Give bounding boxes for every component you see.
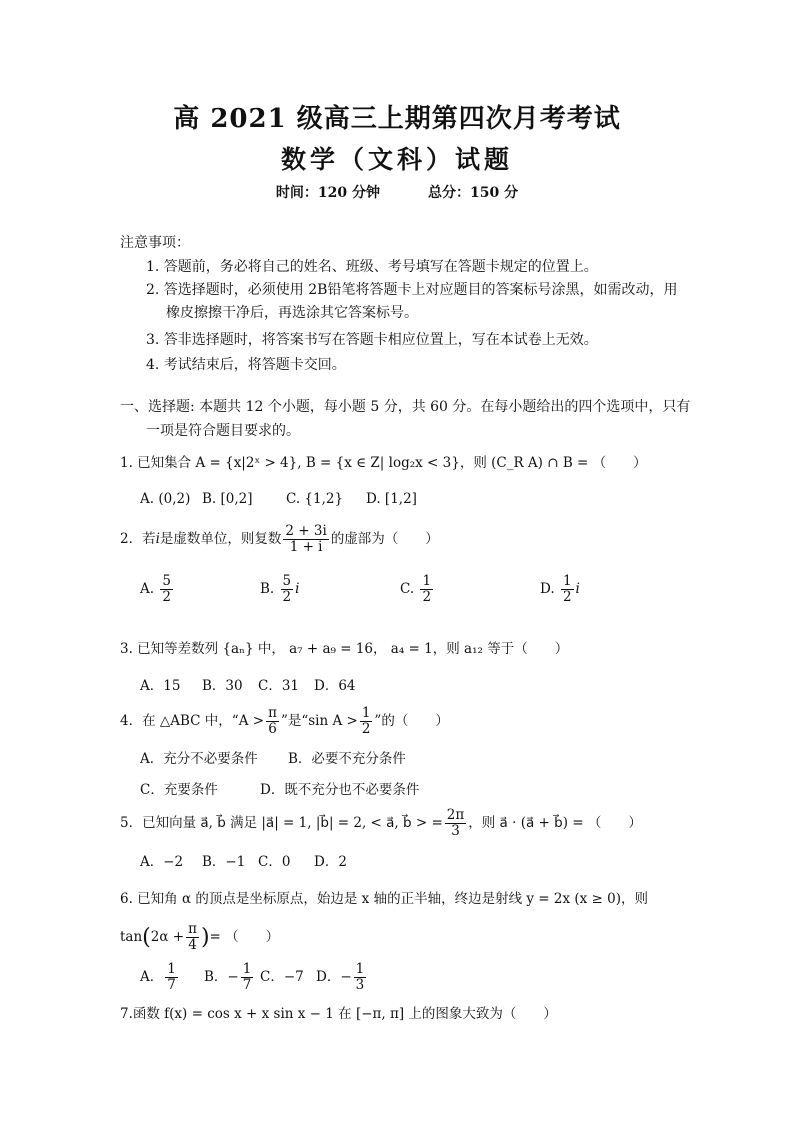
q4-option-b: B．必要不充分条件 bbox=[288, 751, 406, 767]
question-5-options bbox=[140, 850, 347, 870]
notice-heading: 注意事项： bbox=[120, 235, 190, 251]
q6-a-label: A． bbox=[140, 968, 164, 985]
q6-d-frac bbox=[354, 962, 367, 993]
q6-tan: tan bbox=[120, 928, 143, 945]
q6-b-frac bbox=[241, 962, 254, 993]
q6-a-frac bbox=[165, 962, 178, 993]
q4-frac1-num: π bbox=[268, 705, 277, 721]
q2-option-c bbox=[400, 574, 540, 605]
q4-text-c: ”的（ ） bbox=[374, 712, 449, 729]
q3-option-a: A．15 bbox=[140, 678, 181, 694]
q2-c-den: 2 bbox=[422, 588, 432, 605]
notice-item-2: 2. 答选择题时，必须使用 2B铅笔将答题卡上对应题目的答案标号涂黑，如需改动，用 bbox=[146, 282, 678, 298]
section-heading-cont: 一项是符合题目要求的。 bbox=[146, 423, 300, 439]
q2-a-num: 5 bbox=[162, 573, 171, 589]
q2-option-d bbox=[540, 574, 580, 605]
q6-a-num: 1 bbox=[167, 961, 176, 977]
q2-b-num: 5 bbox=[282, 573, 292, 589]
q2-text-c: 的虚部为（ ） bbox=[330, 530, 439, 547]
question-6-stem: 6. 已知角 α 的顶点是坐标原点，始边是 x 轴的正半轴，终边是射线 y = 2x (x ≥ 0)，则 bbox=[120, 891, 649, 907]
exam-meta bbox=[0, 182, 794, 202]
q6-a-den: 7 bbox=[167, 976, 176, 993]
q6-option-c: C．−7 bbox=[260, 968, 304, 985]
q5-frac-num: 2π bbox=[446, 807, 465, 823]
q2-fraction bbox=[283, 524, 328, 555]
q6-d-den: 3 bbox=[355, 976, 365, 993]
q2-d-den: 2 bbox=[562, 588, 572, 605]
question-6-expression bbox=[120, 922, 279, 953]
q2-d-label: D. bbox=[540, 580, 555, 597]
q4-frac2-den: 2 bbox=[361, 720, 371, 737]
q6-b-label: B． bbox=[204, 968, 228, 985]
q6-d-num: 1 bbox=[355, 961, 365, 977]
q3-option-d: D．64 bbox=[314, 678, 356, 694]
question-2-options bbox=[140, 574, 580, 605]
q1-option-a: A. (0,2) bbox=[140, 491, 191, 507]
q2-c-label: C. bbox=[400, 580, 415, 597]
q6-option-d bbox=[316, 962, 368, 993]
q4-text-a: 4．在 △ABC 中，“A > bbox=[120, 712, 265, 729]
question-5-stem bbox=[120, 808, 642, 839]
notice-item-4: 4. 考试结束后，将答题卡交回。 bbox=[146, 357, 346, 373]
q6-equals: = （ ） bbox=[209, 928, 280, 945]
exam-time: 时间：120 分钟 bbox=[275, 185, 380, 201]
q6-option-b bbox=[204, 962, 260, 993]
section-heading: 一、选择题: 本题共 12 个小题，每小题 5 分，共 60 分。在每小题给出的四个选项中，只有 bbox=[120, 399, 691, 415]
question-1-options bbox=[140, 491, 417, 507]
q3-option-b: B．30 bbox=[202, 678, 243, 694]
q6-paren-close: ) bbox=[200, 924, 210, 950]
notice-item-1: 1. 答题前，务必将自己的姓名、班级、考号填写在答题卡规定的位置上。 bbox=[146, 259, 598, 275]
question-3-options bbox=[140, 674, 356, 694]
q2-b-den: 2 bbox=[282, 588, 292, 605]
notice-item-2-cont: 橡皮擦擦干净后，再选涂其它答案标号。 bbox=[166, 305, 418, 321]
q4-frac-2 bbox=[360, 706, 373, 737]
q6-option-a bbox=[140, 962, 204, 993]
q1-option-c: C. {1,2} bbox=[286, 491, 344, 507]
q2-symbol-i: i bbox=[155, 530, 160, 547]
q2-d-i: i bbox=[575, 580, 580, 597]
question-1-stem: 1. 已知集合 A = {x|2ˣ > 4}, B = {x ∈ Z| log₂x < 3}，则 (C_R A) ∩ B = （ ） bbox=[120, 455, 647, 471]
q2-b-label: B. bbox=[260, 580, 275, 597]
q2-d-frac bbox=[561, 574, 574, 605]
q4-frac1-den: 6 bbox=[268, 720, 277, 737]
q6-d-sign: − bbox=[340, 968, 352, 985]
q2-c-num: 1 bbox=[422, 573, 432, 589]
q4-frac-1 bbox=[266, 706, 279, 737]
q2-option-a bbox=[140, 574, 260, 605]
q6-d-label: D． bbox=[316, 968, 341, 985]
q1-option-b: B. [0,2] bbox=[202, 491, 253, 507]
q4-frac2-num: 1 bbox=[361, 705, 371, 721]
q2-b-i: i bbox=[295, 580, 300, 597]
q4-option-d: D．既不充分也不必要条件 bbox=[260, 782, 420, 798]
q1-option-d: D. [1,2] bbox=[366, 491, 417, 507]
q5-option-d: D．2 bbox=[314, 854, 347, 870]
q6-arg: 2α + bbox=[150, 928, 185, 945]
question-4-stem bbox=[120, 706, 449, 737]
q2-a-label: A. bbox=[140, 580, 155, 597]
q6-frac bbox=[186, 922, 199, 953]
q4-option-c: C．充要条件 bbox=[140, 782, 218, 798]
notice-item-3: 3. 答非选择题时，将答案书写在答题卡相应位置上，写在本试卷上无效。 bbox=[146, 332, 598, 348]
q2-frac-num: 2 + 3i bbox=[285, 523, 327, 539]
q5-text-a: 5．已知向量 a⃗, b⃗ 满足 |a⃗| = 1, |b⃗| = 2, < a⃗, b⃗ > = bbox=[120, 814, 443, 831]
q2-option-b bbox=[260, 574, 400, 605]
q5-option-a: A．−2 bbox=[140, 854, 184, 870]
q5-frac-den: 3 bbox=[451, 822, 460, 839]
q2-c-frac bbox=[420, 574, 433, 605]
question-7-stem: 7.函数 f(x) = cos x + x sin x − 1 在 [−π, π] 上的图象大致为（ ） bbox=[120, 1006, 557, 1022]
q2-d-num: 1 bbox=[562, 573, 572, 589]
q2-b-frac bbox=[281, 574, 294, 605]
exam-title: 高 2021 级高三上期第四次月考考试 bbox=[173, 104, 621, 134]
exam-score: 总分：150 分 bbox=[428, 185, 519, 201]
q2-text-b: 是虚数单位，则复数 bbox=[159, 530, 282, 547]
q2-frac-den: 1 + i bbox=[289, 538, 323, 555]
question-4-options-row2 bbox=[140, 778, 419, 798]
q6-b-num: 1 bbox=[242, 961, 252, 977]
q2-a-frac bbox=[160, 574, 173, 605]
exam-subtitle: 数学（文科）试题 bbox=[280, 145, 513, 174]
question-3-stem: 3. 已知等差数列 {aₙ} 中， a₇ + a₉ = 16， a₄ = 1，则 a₁₂ 等于（ ） bbox=[120, 641, 569, 657]
q4-text-b: ”是“sin A > bbox=[280, 712, 358, 729]
q2-text-a: 2．若 bbox=[120, 530, 156, 547]
q5-frac bbox=[445, 808, 466, 839]
question-2-stem bbox=[120, 524, 439, 555]
q6-frac-den: 4 bbox=[188, 936, 197, 953]
q3-option-c: C．31 bbox=[258, 678, 300, 694]
question-6-options bbox=[140, 962, 368, 993]
q5-text-b: ，则 a⃗ · (a⃗ + b⃗) = （ ） bbox=[468, 814, 642, 831]
q4-option-a: A．充分不必要条件 bbox=[140, 751, 258, 767]
q6-b-sign: − bbox=[227, 968, 239, 985]
q6-paren-open: ( bbox=[142, 924, 151, 950]
q5-option-c: C．0 bbox=[258, 854, 291, 870]
q6-frac-num: π bbox=[188, 921, 197, 937]
q6-b-den: 7 bbox=[242, 976, 252, 993]
q2-a-den: 2 bbox=[162, 588, 171, 605]
question-4-options-row1 bbox=[140, 747, 406, 767]
q5-option-b: B．−1 bbox=[202, 854, 246, 870]
